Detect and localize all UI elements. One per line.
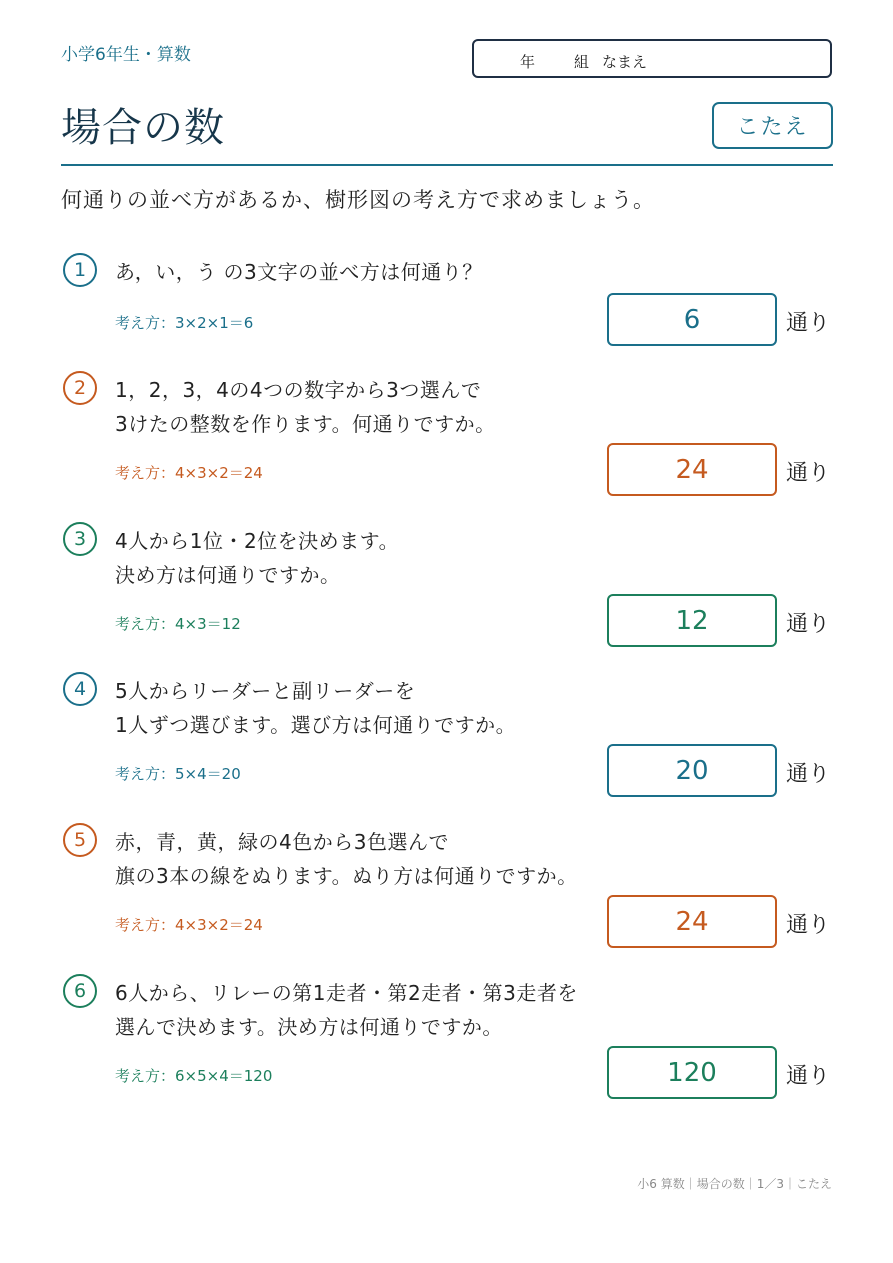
question-number: 3 [63,522,97,556]
question-text [115,825,578,893]
question-number: 2 [63,371,97,405]
question-3 [61,522,833,642]
question-4 [61,672,833,792]
question-text [115,255,483,289]
page-footer: 小6 算数｜場合の数｜1／3｜こたえ [637,1177,832,1191]
unit-label: 通り [786,913,831,938]
hint-text: 考え方：4×3＝12 [115,615,241,633]
name-label: なまえ [602,53,648,71]
grade-subject-label: 小学6年生・算数 [61,45,191,65]
question-text [115,373,496,441]
question-line: 旗の3本の線をぬります。ぬり方は何通りですか。 [115,864,578,888]
hint-text: 考え方：4×3×2＝24 [115,464,263,482]
answer-box[interactable]: 12 [607,594,777,647]
question-line: 6人から、リレーの第1走者・第2走者・第3走者を [115,981,578,1005]
question-line: 5人からリーダーと副リーダーを [115,679,416,703]
answer-box[interactable]: 6 [607,293,777,346]
instructions: 何通りの並べ方があるか、樹形図の考え方で求めましょう。 [61,188,655,212]
question-number: 6 [63,974,97,1008]
question-6 [61,974,833,1094]
question-number: 5 [63,823,97,857]
question-line: 赤，青，黄，緑の4色から3色選んで [115,830,449,854]
answer-box[interactable]: 24 [607,443,777,496]
hint-text: 考え方：5×4＝20 [115,765,241,783]
question-number: 4 [63,672,97,706]
unit-label: 通り [786,461,831,486]
question-1 [61,253,833,373]
title-divider [61,164,833,166]
question-line: 3けたの整数を作ります。何通りですか。 [115,412,496,436]
question-line: 1，2，3，4の4つの数字から3つ選んで [115,378,482,402]
year-label: 年 [520,53,536,71]
question-5 [61,823,833,943]
hint-text: 考え方：6×5×4＝120 [115,1067,273,1085]
question-text [115,524,399,592]
answer-box[interactable]: 120 [607,1046,777,1099]
hint-text: 考え方：4×3×2＝24 [115,916,263,934]
question-2 [61,371,833,491]
unit-label: 通り [786,762,831,787]
question-text [115,976,578,1044]
page-title: 場合の数 [61,105,225,151]
hint-text: 考え方：3×2×1＝6 [115,314,254,332]
question-line: 決め方は何通りですか。 [115,563,341,587]
answer-badge: こたえ [712,102,833,149]
unit-label: 通り [786,311,831,336]
question-line: あ，い，う の3文字の並べ方は何通り？ [115,260,483,284]
question-number: 1 [63,253,97,287]
question-line: 1人ずつ選びます。選び方は何通りですか。 [115,713,517,737]
answer-box[interactable]: 24 [607,895,777,948]
unit-label: 通り [786,1064,831,1089]
class-label: 組 [574,53,590,71]
question-text [115,674,516,742]
unit-label: 通り [786,612,831,637]
question-line: 選んで決めます。決め方は何通りですか。 [115,1015,503,1039]
name-field[interactable] [472,39,832,78]
answer-box[interactable]: 20 [607,744,777,797]
question-line: 4人から1位・2位を決めます。 [115,529,400,553]
